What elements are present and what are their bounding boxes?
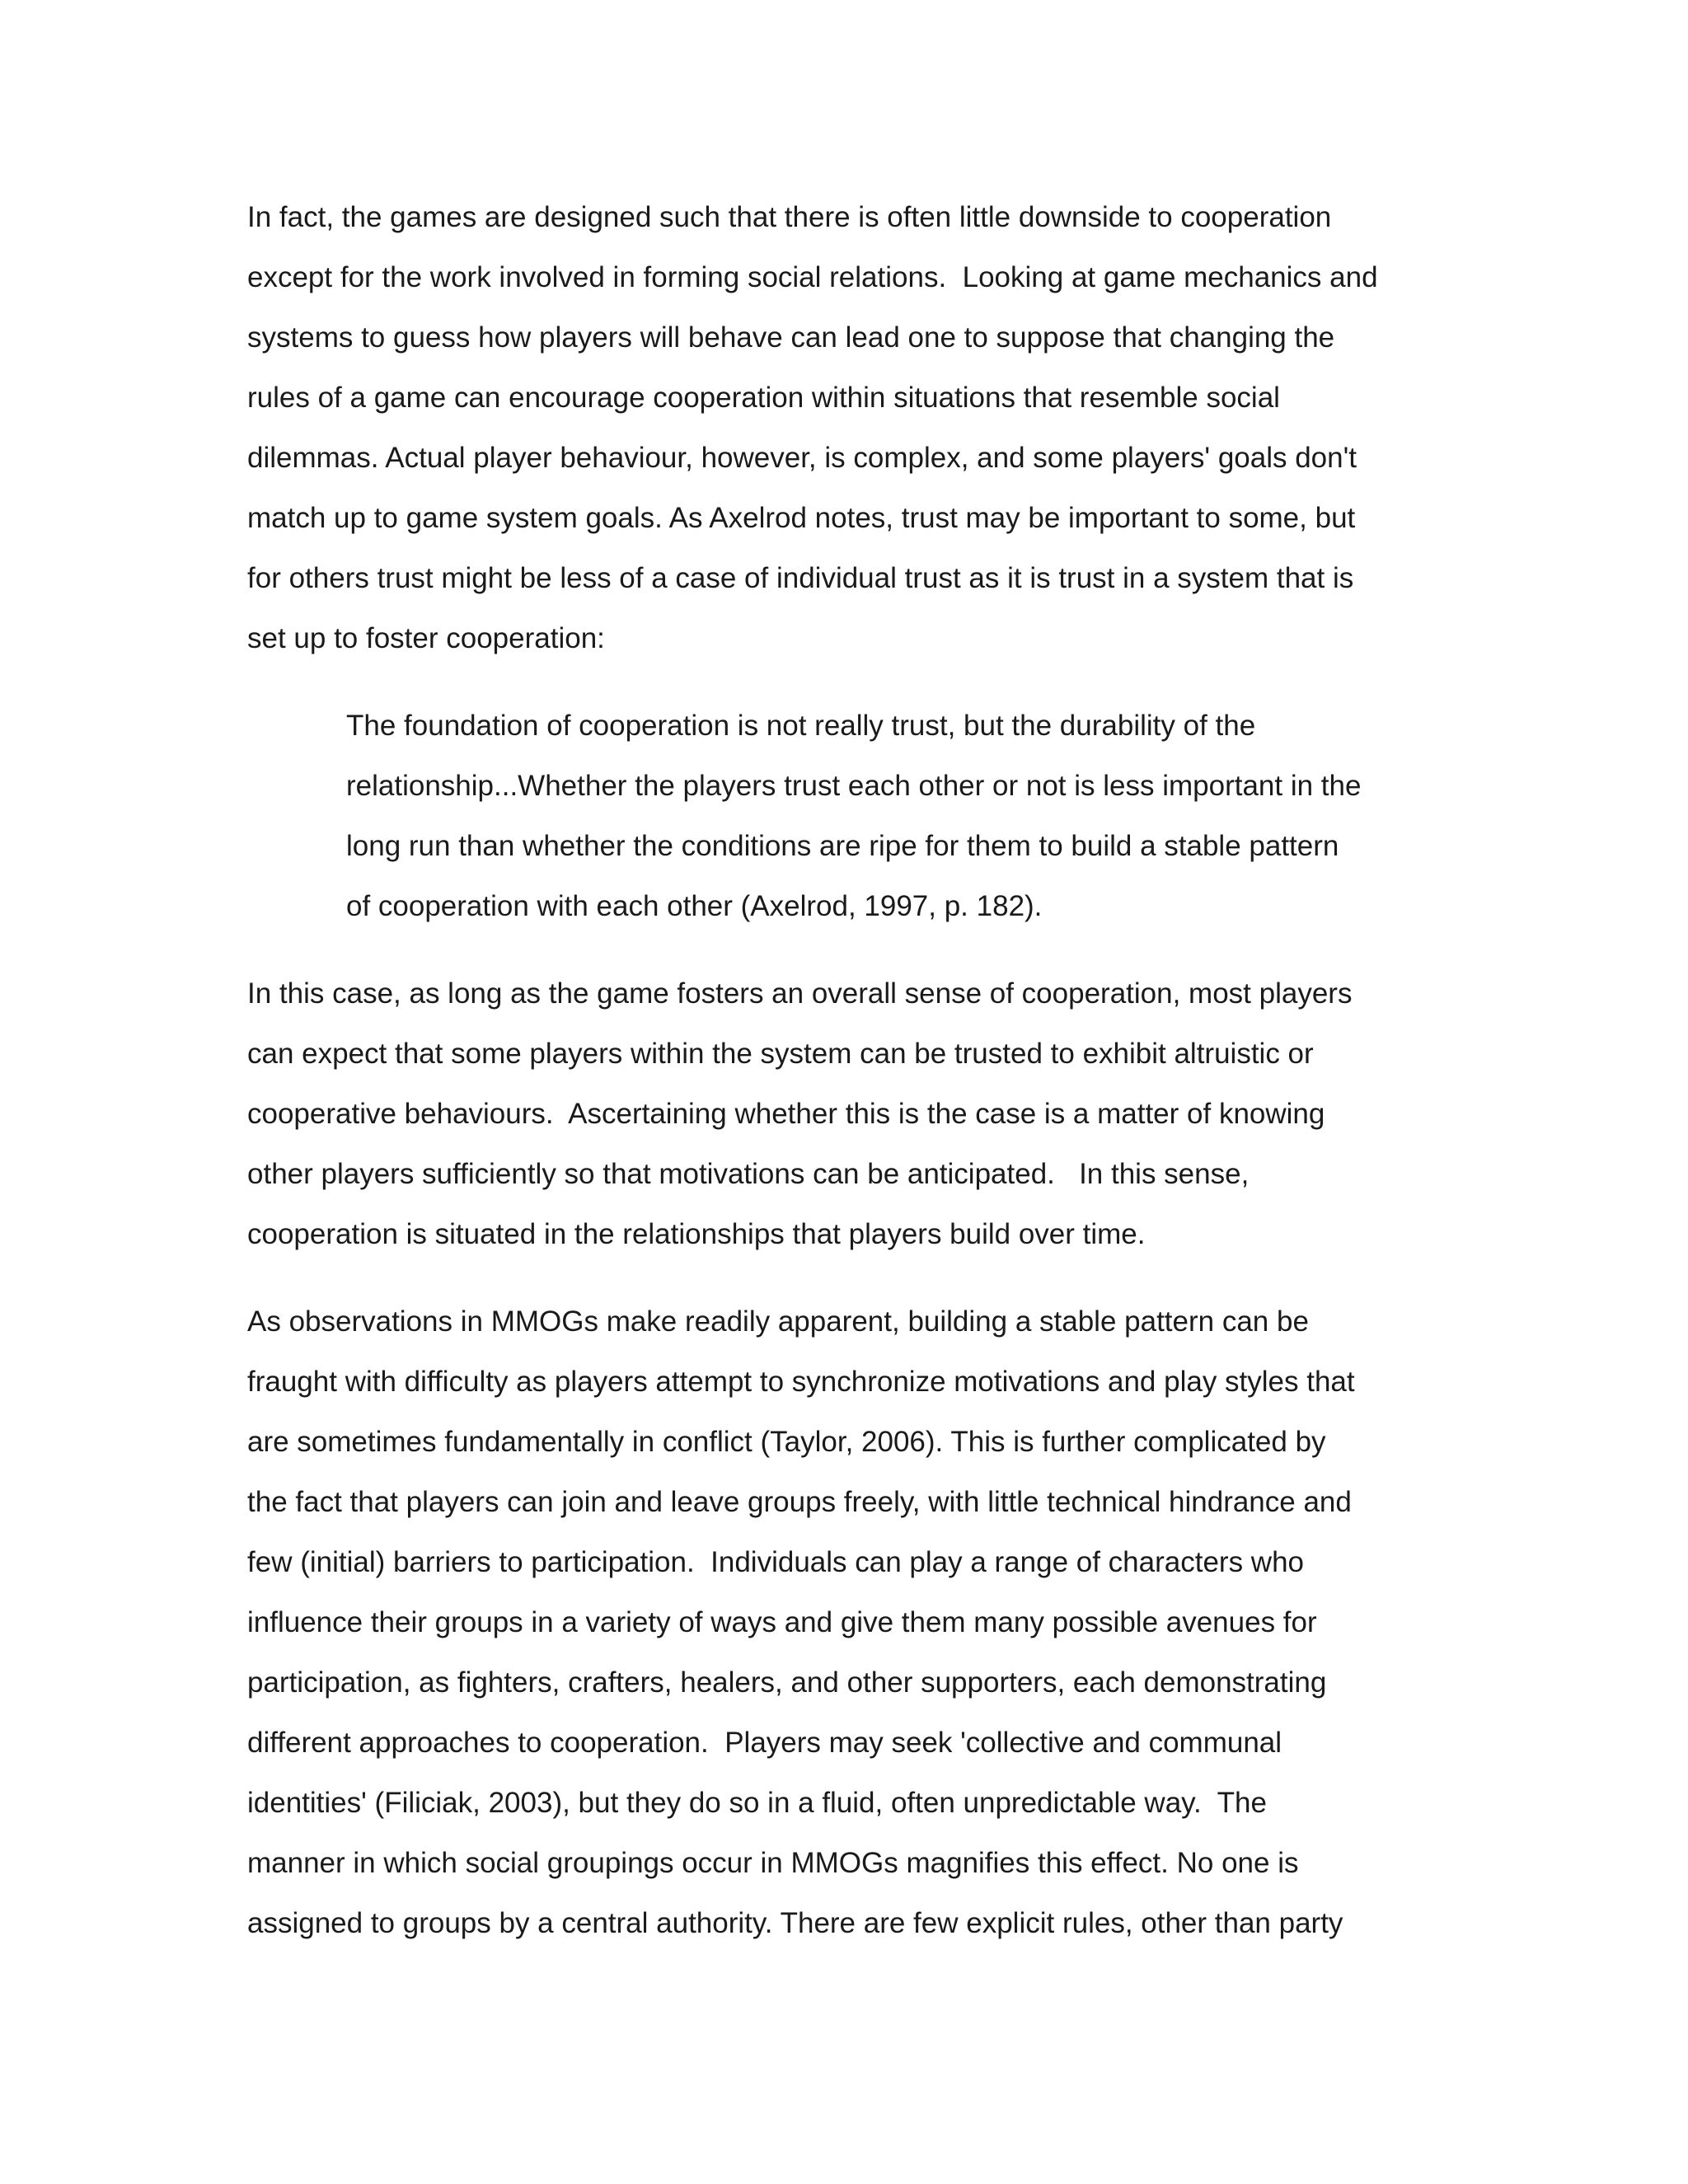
paragraph-3-line-9: identities' (Filiciak, 2003), but they do so in a fluid, often unpredictable way. The [247, 1787, 1267, 1819]
paragraph-2-line-1: In this case, as long as the game fosters an overall sense of cooperation, most players [247, 977, 1353, 1010]
blockquote-line-4: of cooperation with each other (Axelrod, 1997, p. 182). [346, 890, 1043, 922]
paragraph-1-line-7: for others trust might be less of a case of individual trust as it is trust in a system that is [247, 562, 1354, 594]
paragraph-2-line-5: cooperation is situated in the relationships that players build over time. [247, 1218, 1146, 1250]
paragraph-1-line-1: In fact, the games are designed such that there is often little downside to cooperation [247, 201, 1332, 233]
paragraph-3-line-8: different approaches to cooperation. Players may seek 'collective and communal [247, 1727, 1282, 1759]
paragraph-2-line-2: can expect that some players within the system can be trusted to exhibit altruistic or [247, 1038, 1314, 1070]
paragraph-2-line-3: cooperative behaviours. Ascertaining whether this is the case is a matter of knowing [247, 1098, 1325, 1130]
paragraph-3-line-2: fraught with difficulty as players attempt to synchronize motivations and play styles that [247, 1366, 1355, 1398]
paragraph-1-line-3: systems to guess how players will behave can lead one to suppose that changing the [247, 321, 1335, 354]
paragraph-3-line-3: are sometimes fundamentally in conflict (Taylor, 2006). This is further complicated by [247, 1426, 1326, 1458]
paragraph-3-line-11: assigned to groups by a central authority. There are few explicit rules, other than party [247, 1907, 1343, 1939]
paragraph-3-line-1: As observations in MMOGs make readily apparent, building a stable pattern can be [247, 1305, 1309, 1338]
paragraph-1-line-2: except for the work involved in forming social relations. Looking at game mechanics and [247, 261, 1378, 293]
paragraph-3-line-10: manner in which social groupings occur in MMOGs magnifies this effect. No one is [247, 1847, 1299, 1879]
paragraph-1-line-8: set up to foster cooperation: [247, 622, 605, 654]
paragraph-3-line-6: influence their groups in a variety of ways and give them many possible avenues for [247, 1606, 1317, 1638]
blockquote-line-3: long run than whether the conditions are ripe for them to build a stable pattern [346, 830, 1339, 862]
blockquote-line-1: The foundation of cooperation is not really trust, but the durability of the [346, 710, 1256, 742]
paragraph-1-line-6: match up to game system goals. As Axelrod notes, trust may be important to some, but [247, 502, 1356, 534]
paragraph-1-line-5: dilemmas. Actual player behaviour, however, is complex, and some players' goals don't [247, 442, 1357, 474]
paragraph-3-line-7: participation, as fighters, crafters, healers, and other supporters, each demonstrating [247, 1666, 1327, 1699]
blockquote-line-2: relationship...Whether the players trust each other or not is less important in the [346, 770, 1362, 802]
paragraph-1-line-4: rules of a game can encourage cooperation within situations that resemble social [247, 382, 1280, 414]
paragraph-3-line-4: the fact that players can join and leave groups freely, with little technical hindrance and [247, 1486, 1352, 1518]
paragraph-3-line-5: few (initial) barriers to participation. Individuals can play a range of characters who [247, 1546, 1305, 1578]
paragraph-2-line-4: other players sufficiently so that motivations can be anticipated. In this sense, [247, 1158, 1250, 1190]
